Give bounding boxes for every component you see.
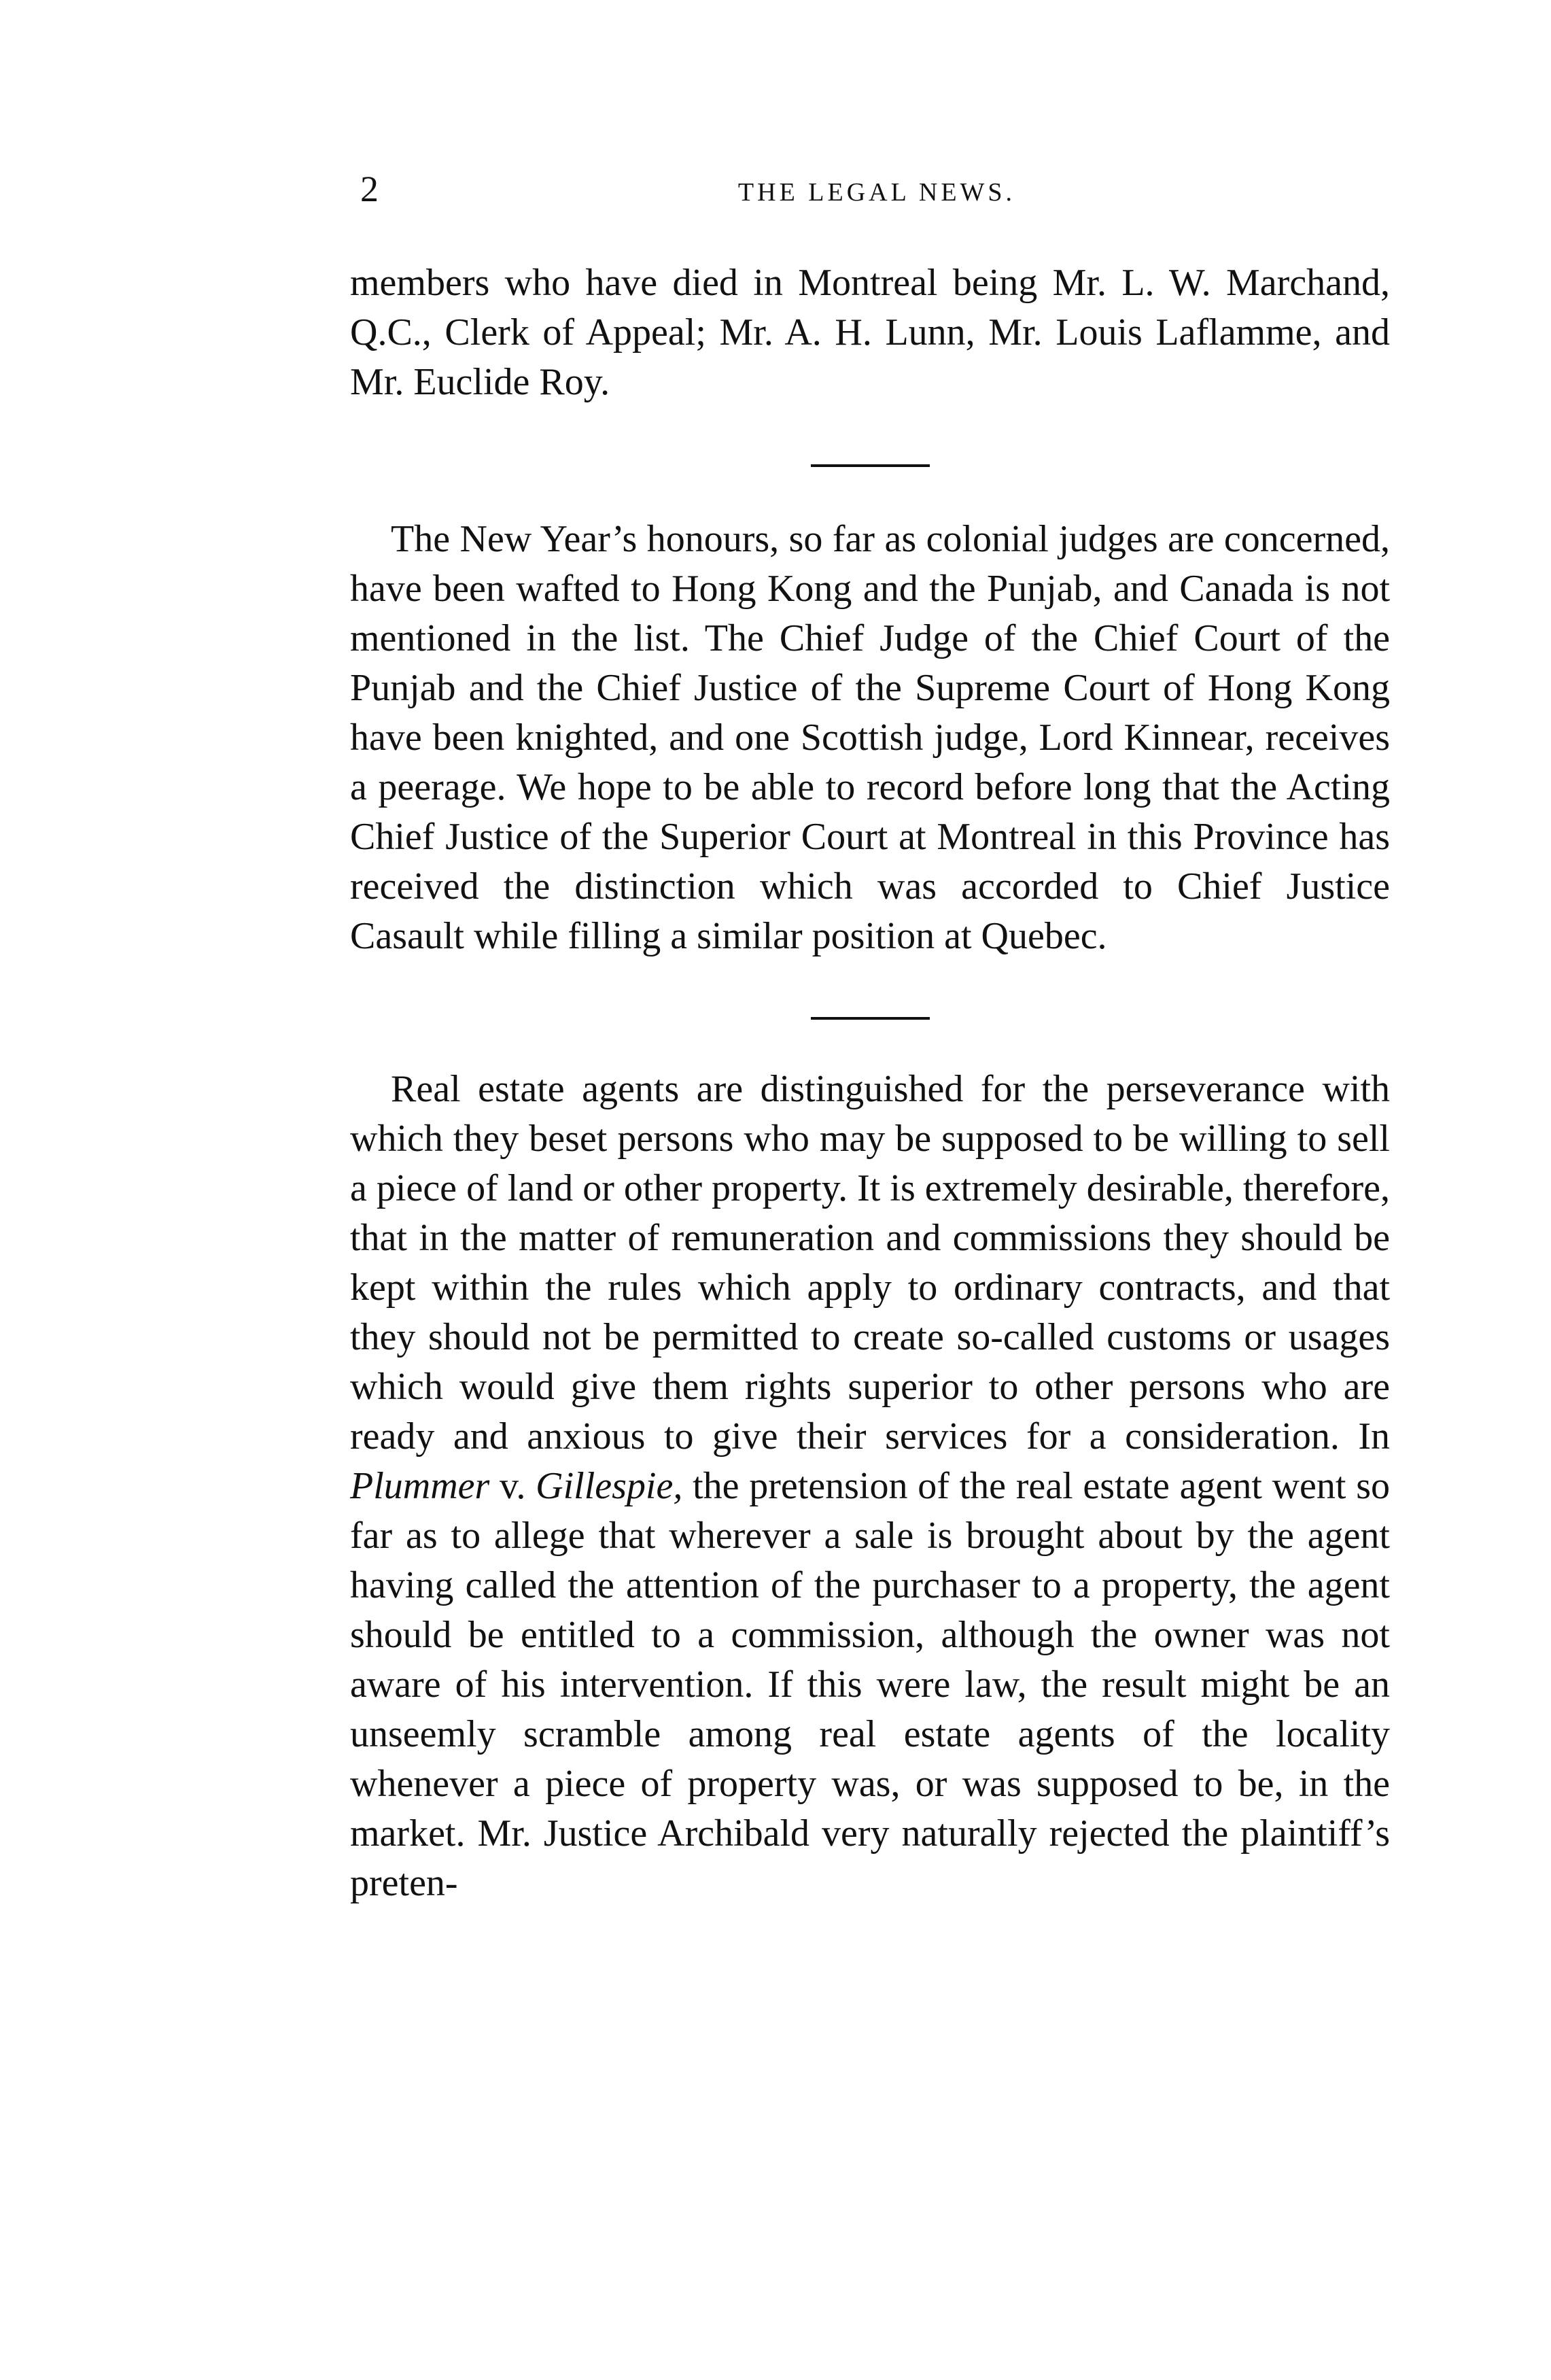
section-divider	[811, 1017, 930, 1020]
paragraph-text: Real estate agents are distinguished for the perseverance with which they beset persons who may be supposed to be willing to sell a piece of land or other property. It is extremely desirable, therefore, that in the matter of remuneration and commissions they should be kept within the rules which apply to ordinary contracts, and that they should not be permitted to create so-called customs or usages which would give them rights superior to other persons who are ready and anxious to give their services for a consideration. In	[350, 1068, 1390, 1458]
case-plaintiff: Plummer	[350, 1465, 490, 1507]
article-body	[350, 258, 1390, 1908]
paragraph-text: the pretension of the real estate agent went so far as to allege that wherever a sale is brought about by the agent having called the attention of the purchaser to a property, the agent should be entitled to a commission, although the owner was not aware of his intervention. If this were law, the result might be an unseemly scramble among real estate agents of the locality whenever a piece of property was, or was supposed to be, in the market. Mr. Justice Archibald very naturally rejected the plaintiff’s preten-	[350, 1465, 1390, 1904]
page-header	[360, 169, 1393, 216]
running-title: THE LEGAL NEWS.	[737, 178, 1016, 207]
paragraph-real-estate-agents	[350, 1065, 1390, 1908]
case-defendant: Gillespie,	[536, 1465, 683, 1507]
section-divider	[811, 464, 930, 467]
paragraph-new-years-honours: The New Year’s honours, so far as colonial judges are concerned, have been wafted to Hong Kong and the Punjab, and Canada is not mentioned in the list. The Chief Judge of the Chief Court of the Punjab and the Chief Justice of the Supreme Court of Hong Kong have been knighted, and one Scottish judge, Lord Kinnear, receives a peerage. We hope to be able to record before long that the Acting Chief Justice of the Superior Court at Montreal in this Province has received the distinction which was accorded to Chief Justice Casault while filling a similar position at Quebec.	[350, 518, 1390, 957]
page-number: 2	[360, 169, 379, 209]
case-versus: v.	[489, 1465, 536, 1507]
paragraph-continued: members who have died in Montreal being Mr. L. W. Marchand, Q.C., Clerk of Appeal; Mr. A. H. Lunn, Mr. Louis Laflamme, and Mr. Euclide Roy.	[350, 262, 1390, 403]
